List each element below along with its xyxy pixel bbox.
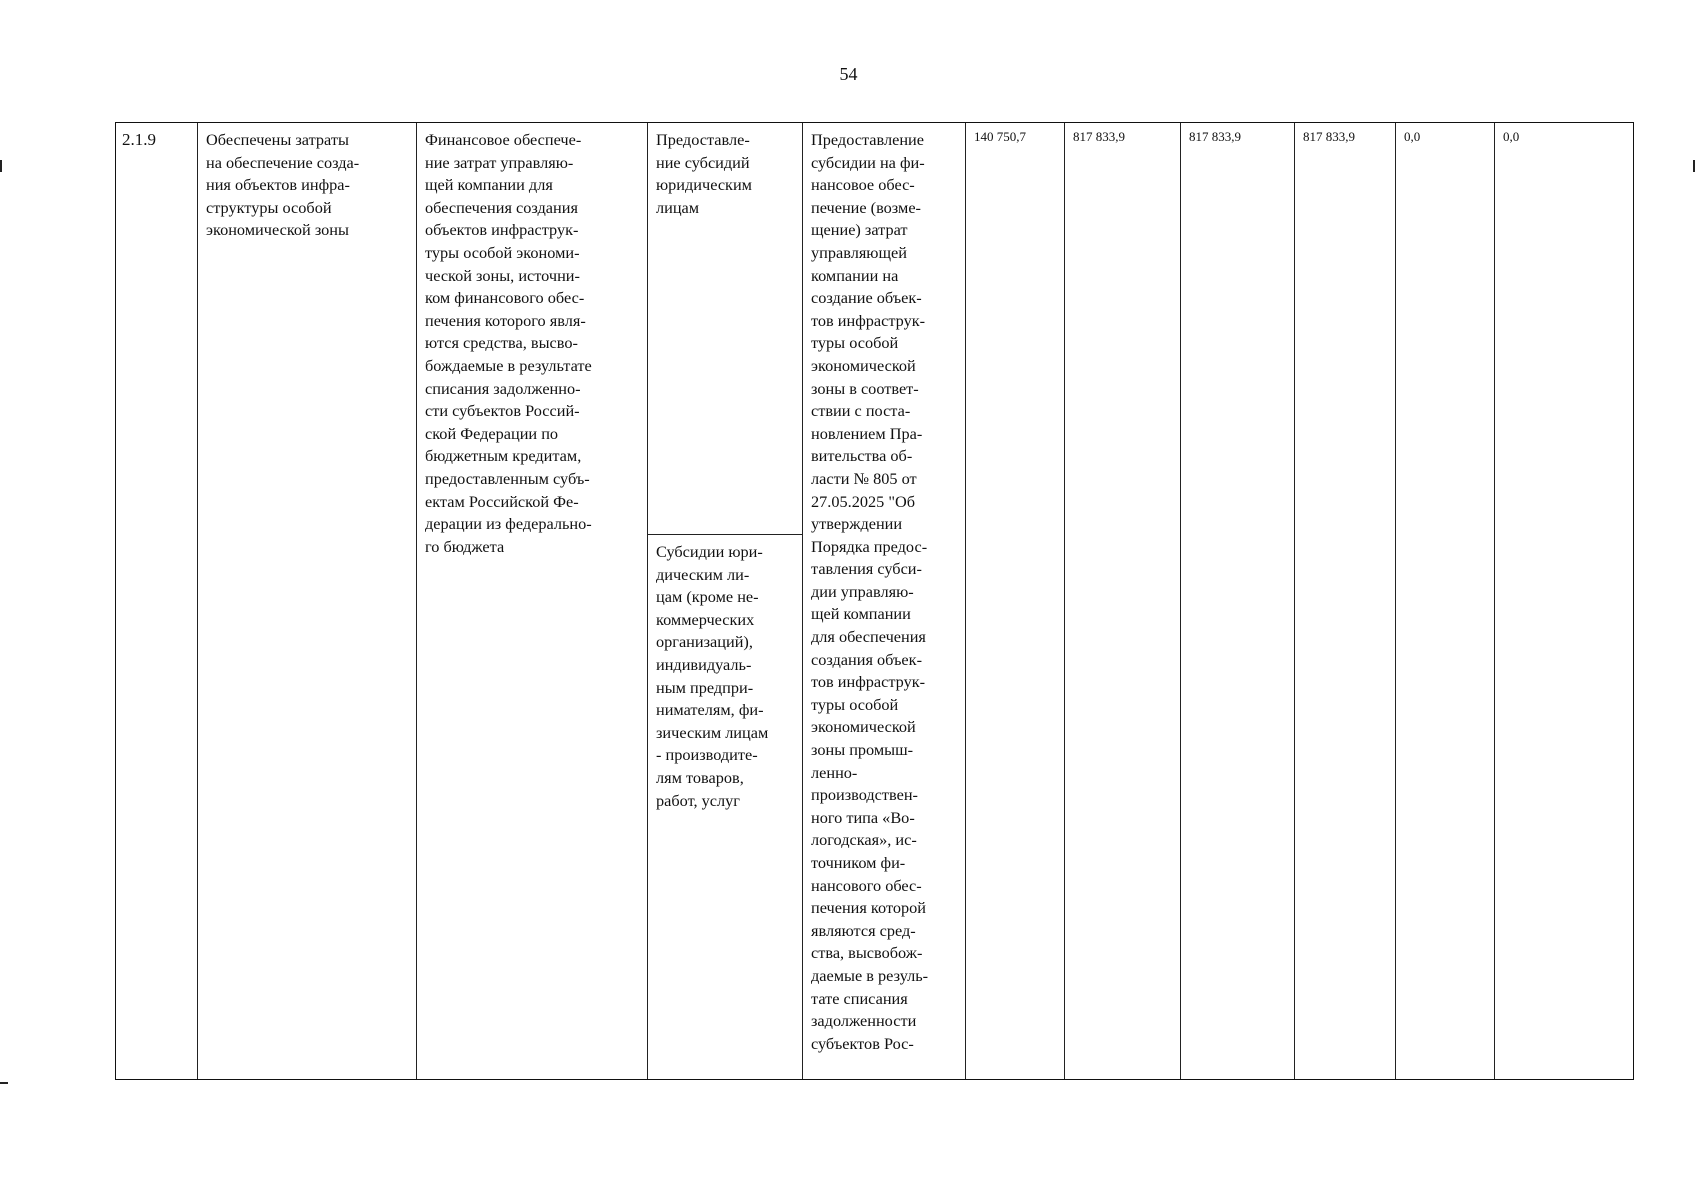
activity-cell: Финансовое обеспече- ние затрат управляю- щей компании для обеспечения создания объектов инфраструк- туры особой экономи- ческой зоны, источни- ком финансового обес- печения которого явля- ются средства, высво- бождаемые в результате списания задолженно- сти субъектов Россий- ской Федерации по бюджетным кредитам, предоставленным субъ- ектам Российской Фе- дерации из федерально- го бюджета — [417, 123, 648, 1079]
left-edge-mark — [0, 160, 2, 172]
value-cell-6: 0,0 — [1503, 129, 1520, 144]
value-cell-1: 140 750,7 — [966, 123, 1065, 1079]
value-cell-4: 817 833,9 — [1295, 123, 1396, 1079]
value-cell-3: 817 833,9 — [1181, 123, 1295, 1079]
value-cell-5: 0,0 — [1396, 123, 1495, 1079]
row-code-cell: 2.1.9 — [116, 123, 198, 1079]
value-cell-2: 817 833,9 — [1065, 123, 1181, 1079]
type-top-cell: Предоставле- ние субсидий юридическим лицам — [648, 123, 802, 535]
description-cell: Предоставление субсидии на фи- нансовое обес- печение (возме- щение) затрат управляющей компании на создание объек- тов инфраструк- туры особой экономической зоны в соответ- ствии с поста- новлением Пра- вительства об- ласти № 805 от 27.05.2025 "Об утверждении Порядка предос- тавления субси- дии управляю- щей компании для обеспечения создания объек- тов инфраструк- туры особой экономической зоны промыш- ленно- производствен- ного типа «Во- логодская», ис- точником фи- нансового обес- печения которой являются сред- ства, высвобож- даемые в резуль- тате списания задолженности субъектов Рос- — [803, 123, 966, 1079]
result-cell: Обеспечены затраты на обеспечение созда- ния объектов инфра- структуры особой экономической зоны — [198, 123, 417, 1079]
right-edge-mark — [1693, 160, 1695, 172]
type-cell — [648, 123, 803, 1079]
type-bottom-cell: Субсидии юри- дическим ли- цам (кроме не- коммерческих организаций), индивидуаль- ным предпри- нимателям, фи- зическим лицам - производите- лям товаров, работ, услуг — [656, 542, 769, 810]
budget-table — [115, 122, 1634, 1080]
page-number: 54 — [839, 64, 858, 84]
left-edge-mark-bottom — [0, 1082, 8, 1084]
